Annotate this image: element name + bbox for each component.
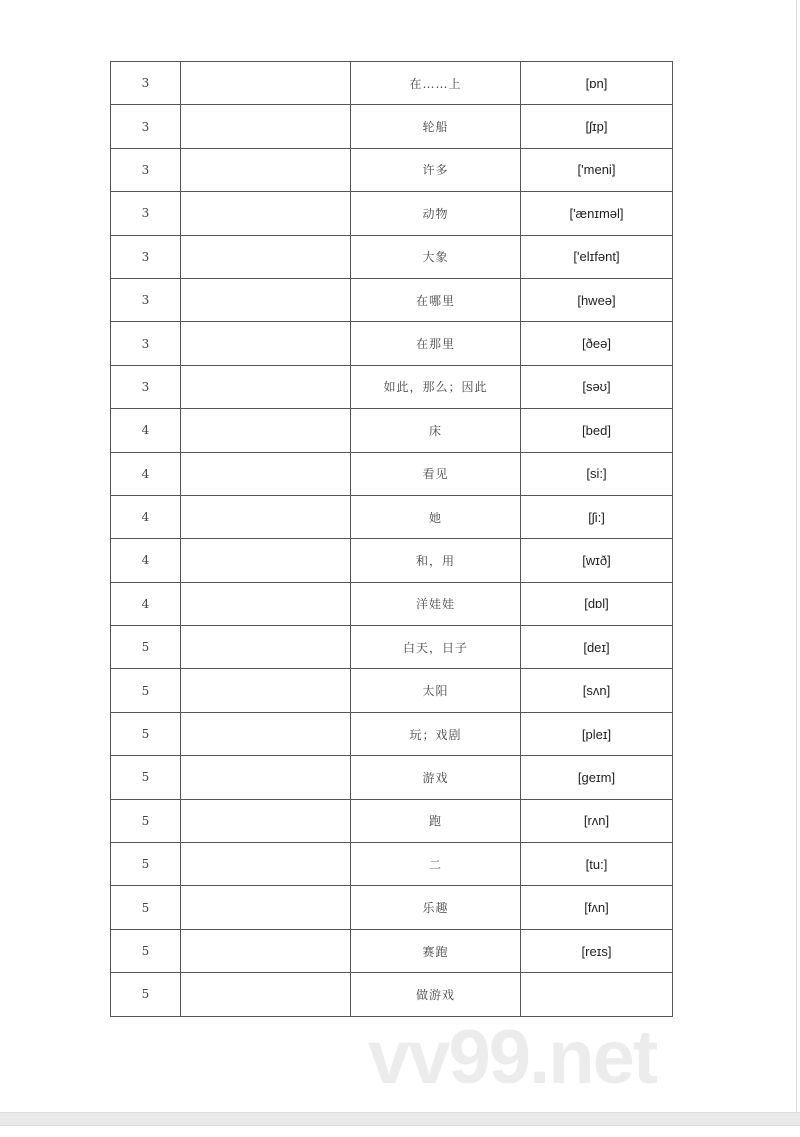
table-row [111,973,673,1016]
meaning-cell: 和，用 [351,539,521,582]
word-cell [181,452,351,495]
word-cell [181,712,351,755]
phonetic-cell: ['elɪfənt] [521,235,673,278]
word-cell [181,278,351,321]
table-row [111,192,673,235]
phonetic-cell: [fʌn] [521,886,673,929]
table-row [111,62,673,105]
phonetic-cell: [wɪð] [521,539,673,582]
meaning-cell: 大象 [351,235,521,278]
unit-cell: 4 [111,495,181,538]
word-cell [181,148,351,191]
table-row [111,495,673,538]
word-cell [181,843,351,886]
table-row [111,582,673,625]
page-separator [0,1112,800,1126]
phonetic-cell: [ʃi:] [521,495,673,538]
meaning-cell: 看见 [351,452,521,495]
meaning-cell: 轮船 [351,105,521,148]
word-cell [181,495,351,538]
word-cell [181,929,351,972]
meaning-cell: 二 [351,843,521,886]
word-cell [181,756,351,799]
unit-cell: 3 [111,365,181,408]
word-cell [181,973,351,1016]
unit-cell: 3 [111,192,181,235]
meaning-cell: 床 [351,409,521,452]
word-cell [181,582,351,625]
meaning-cell: 她 [351,495,521,538]
meaning-cell: 洋娃娃 [351,582,521,625]
table-row [111,148,673,191]
table-row [111,843,673,886]
unit-cell: 4 [111,539,181,582]
phonetic-cell: [sʌn] [521,669,673,712]
table-row [111,365,673,408]
unit-cell: 5 [111,626,181,669]
phonetic-cell: [ɒn] [521,62,673,105]
word-cell [181,539,351,582]
table-row [111,539,673,582]
table-row [111,409,673,452]
meaning-cell: 玩；戏剧 [351,712,521,755]
phonetic-cell: [ðeə] [521,322,673,365]
phonetic-cell: [geɪm] [521,756,673,799]
word-cell [181,626,351,669]
word-cell [181,799,351,842]
word-cell [181,669,351,712]
phonetic-cell: [deɪ] [521,626,673,669]
unit-cell: 5 [111,799,181,842]
unit-cell: 5 [111,756,181,799]
unit-cell: 3 [111,62,181,105]
phonetic-cell: [tu:] [521,843,673,886]
unit-cell: 5 [111,929,181,972]
word-cell [181,192,351,235]
meaning-cell: 乐趣 [351,886,521,929]
meaning-cell: 游戏 [351,756,521,799]
meaning-cell: 太阳 [351,669,521,712]
watermark: vv99.net [368,1015,657,1100]
phonetic-cell: [si:] [521,452,673,495]
table-row [111,105,673,148]
word-cell [181,62,351,105]
unit-cell: 4 [111,582,181,625]
table-row [111,278,673,321]
phonetic-cell: [dɒl] [521,582,673,625]
table-row [111,799,673,842]
table-row [111,669,673,712]
phonetic-cell: [bed] [521,409,673,452]
word-cell [181,322,351,365]
meaning-cell: 如此，那么；因此 [351,365,521,408]
meaning-cell: 在那里 [351,322,521,365]
meaning-cell: 许多 [351,148,521,191]
word-cell [181,409,351,452]
phonetic-cell: [səʊ] [521,365,673,408]
meaning-cell: 白天，日子 [351,626,521,669]
table-row [111,929,673,972]
unit-cell: 3 [111,235,181,278]
word-cell [181,105,351,148]
word-cell [181,365,351,408]
phonetic-cell: [hweə] [521,278,673,321]
phonetic-cell [521,973,673,1016]
table-row [111,886,673,929]
phonetic-cell: ['ænɪməl] [521,192,673,235]
unit-cell: 5 [111,669,181,712]
phonetic-cell: [rʌn] [521,799,673,842]
unit-cell: 3 [111,322,181,365]
word-cell [181,235,351,278]
word-cell [181,886,351,929]
table-row [111,626,673,669]
phonetic-cell: ['meni] [521,148,673,191]
table-row [111,712,673,755]
vocabulary-table [110,61,673,1017]
table-row [111,322,673,365]
unit-cell: 4 [111,452,181,495]
phonetic-cell: [ʃɪp] [521,105,673,148]
table-row [111,452,673,495]
unit-cell: 3 [111,148,181,191]
table-row [111,756,673,799]
meaning-cell: 动物 [351,192,521,235]
unit-cell: 3 [111,105,181,148]
unit-cell: 3 [111,278,181,321]
meaning-cell: 在……上 [351,62,521,105]
meaning-cell: 做游戏 [351,973,521,1016]
unit-cell: 5 [111,973,181,1016]
unit-cell: 5 [111,712,181,755]
phonetic-cell: [reɪs] [521,929,673,972]
unit-cell: 5 [111,843,181,886]
meaning-cell: 跑 [351,799,521,842]
unit-cell: 5 [111,886,181,929]
unit-cell: 4 [111,409,181,452]
meaning-cell: 在哪里 [351,278,521,321]
meaning-cell: 赛跑 [351,929,521,972]
table-row [111,235,673,278]
phonetic-cell: [pleɪ] [521,712,673,755]
